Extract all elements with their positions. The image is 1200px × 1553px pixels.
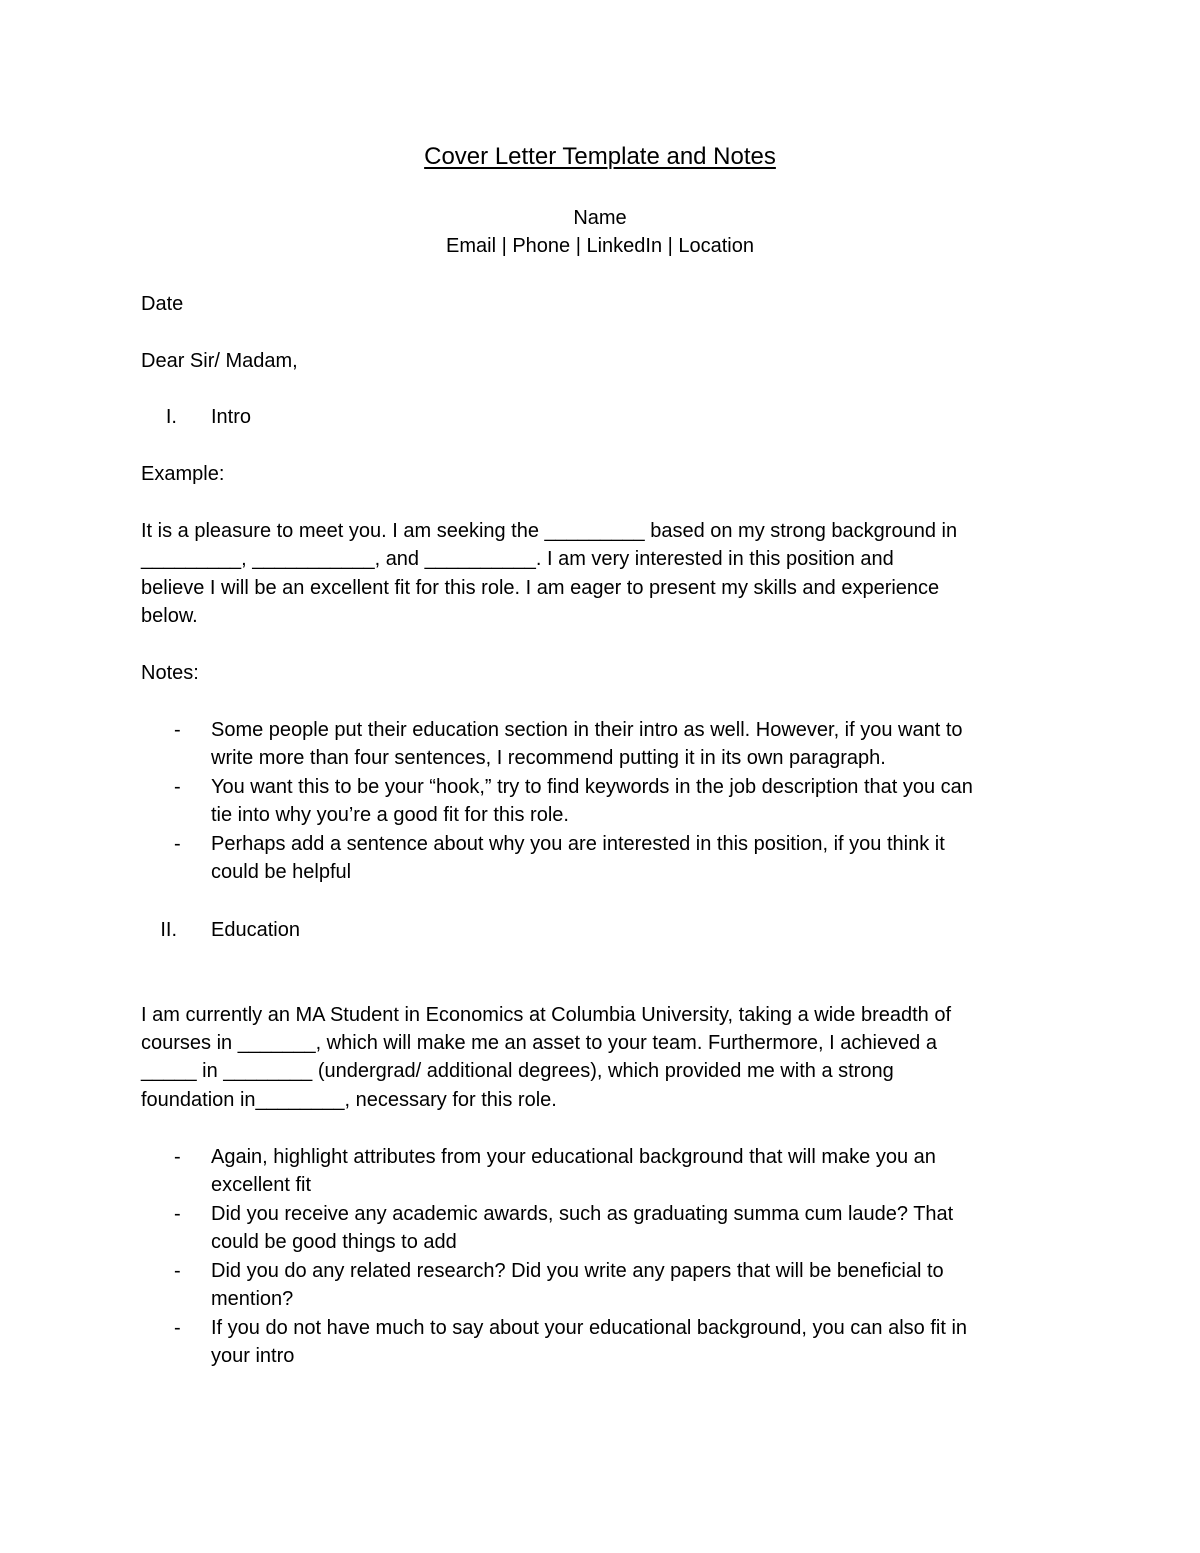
- intro-paragraph-line: believe I will be an excellent fit for this role. I am eager to present my skills and experience: [141, 577, 940, 599]
- bullet-dash: -: [174, 1146, 181, 1168]
- education-note-line: If you do not have much to say about your educational background, you can also fit in: [211, 1317, 968, 1339]
- education-paragraph-line: I am currently an MA Student in Economics at Columbia University, taking a wide breadth of: [141, 1004, 952, 1026]
- bullet-dash: -: [174, 776, 181, 798]
- notes-label: Notes:: [141, 662, 199, 684]
- education-note-line: Did you do any related research? Did you write any papers that will be beneficial to: [211, 1260, 944, 1282]
- bullet-dash: -: [174, 719, 181, 741]
- date-line: Date: [141, 293, 184, 315]
- example-label: Example:: [141, 463, 225, 485]
- intro-paragraph-line: _________, ___________, and __________. I am very interested in this position and: [141, 548, 894, 570]
- section-numeral: II.: [160, 919, 177, 941]
- salutation: Dear Sir/ Madam,: [141, 350, 298, 372]
- intro-note-line: Perhaps add a sentence about why you are interested in this position, if you think it: [211, 833, 945, 855]
- section-heading-education: Education: [211, 919, 300, 941]
- bullet-dash: -: [174, 1317, 181, 1339]
- contact-line: Email | Phone | LinkedIn | Location: [446, 235, 754, 257]
- education-note-line: Again, highlight attributes from your educational background that will make you an: [211, 1146, 936, 1168]
- bullet-dash: -: [174, 833, 181, 855]
- section-heading-intro: Intro: [211, 406, 252, 428]
- applicant-name: Name: [573, 207, 627, 229]
- education-note-line: could be good things to add: [211, 1231, 457, 1253]
- education-note-line: mention?: [211, 1288, 294, 1310]
- intro-note-line: tie into why you’re a good fit for this role.: [211, 804, 569, 826]
- intro-note-line: Some people put their education section in their intro as well. However, if you want to: [211, 719, 963, 741]
- bullet-dash: -: [174, 1260, 181, 1282]
- intro-note-line: could be helpful: [211, 861, 352, 883]
- intro-paragraph-line: below.: [141, 605, 198, 627]
- education-paragraph-line: _____ in ________ (undergrad/ additional degrees), which provided me with a strong: [141, 1060, 894, 1082]
- education-paragraph-line: courses in _______, which will make me an asset to your team. Furthermore, I achieved a: [141, 1032, 937, 1054]
- page-title: Cover Letter Template and Notes: [424, 143, 776, 170]
- section-numeral: I.: [165, 406, 177, 428]
- education-note-line: Did you receive any academic awards, such as graduating summa cum laude? That: [211, 1203, 954, 1225]
- education-note-line: excellent fit: [211, 1174, 312, 1196]
- education-paragraph-line: foundation in________, necessary for this role.: [141, 1089, 557, 1111]
- intro-paragraph-line: It is a pleasure to meet you. I am seeking the _________ based on my strong background in: [141, 520, 958, 542]
- bullet-dash: -: [174, 1203, 181, 1225]
- intro-note-line: You want this to be your “hook,” try to find keywords in the job description that you can: [211, 776, 973, 798]
- intro-note-line: write more than four sentences, I recommend putting it in its own paragraph.: [211, 747, 886, 769]
- education-note-line: your intro: [211, 1345, 295, 1367]
